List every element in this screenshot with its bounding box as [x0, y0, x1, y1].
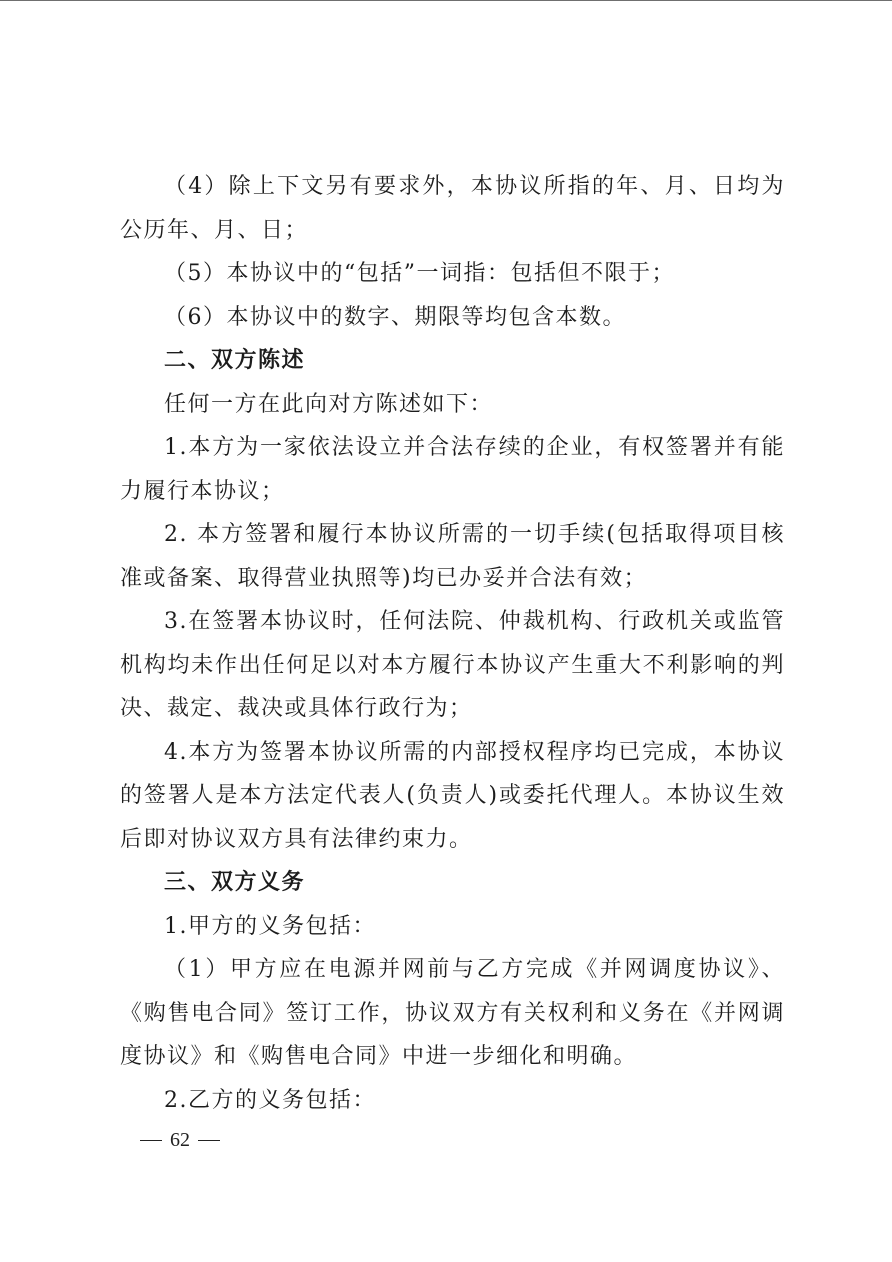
- footer-dash-left: [140, 1140, 162, 1142]
- document-body: [120, 165, 785, 1122]
- section-heading-representations: 二、双方陈述: [164, 348, 306, 373]
- paragraph-representation-3: 3.在签署本协议时，任何法院、仲裁机构、行政机关或监管机构均未作出任何足以对本方履行本协议产生重大不利影响的判决、裁定、裁决或具体行政行为；: [120, 609, 785, 721]
- section-heading-obligations: 三、双方义务: [164, 870, 306, 895]
- page-footer: [140, 1129, 220, 1152]
- paragraph-party-a-obligations: 1.甲方的义务包括：: [164, 913, 376, 939]
- paragraph-party-a-obligation-1: （1）甲方应在电源并网前与乙方完成《并网调度协议》、《购售电合同》签订工作，协议双方有关权利和义务在《并网调度协议》和《购售电合同》中进一步细化和明确。: [120, 957, 785, 1069]
- paragraph-clause-6: （6）本协议中的数字、期限等均包含本数。: [164, 304, 626, 330]
- paragraph-representation-4: 4.本方为签署本协议所需的内部授权程序均已完成，本协议的签署人是本方法定代表人(负责人)或委托代理人。本协议生效后即对协议双方具有法律约束力。: [120, 739, 785, 852]
- paragraph-clause-5: （5）本协议中的“包括”一词指：包括但不限于；: [164, 261, 675, 286]
- footer-dash-right: [198, 1140, 220, 1142]
- paragraph-representation-1: 1.本方为一家依法设立并合法存续的企业，有权签署并有能力履行本协议；: [120, 435, 785, 504]
- page-number: 62: [170, 1129, 190, 1151]
- paragraph-representation-2: 2. 本方签署和履行本协议所需的一切手续(包括取得项目核准或备案、取得营业执照等)均已办妥并合法有效；: [120, 522, 785, 591]
- paragraph-representation-intro: 任何一方在此向对方陈述如下：: [164, 391, 494, 417]
- paragraph-clause-4: （4）除上下文另有要求外，本协议所指的年、月、日均为公历年、月、日；: [120, 174, 785, 243]
- paragraph-party-b-obligations: 2.乙方的义务包括：: [164, 1087, 376, 1113]
